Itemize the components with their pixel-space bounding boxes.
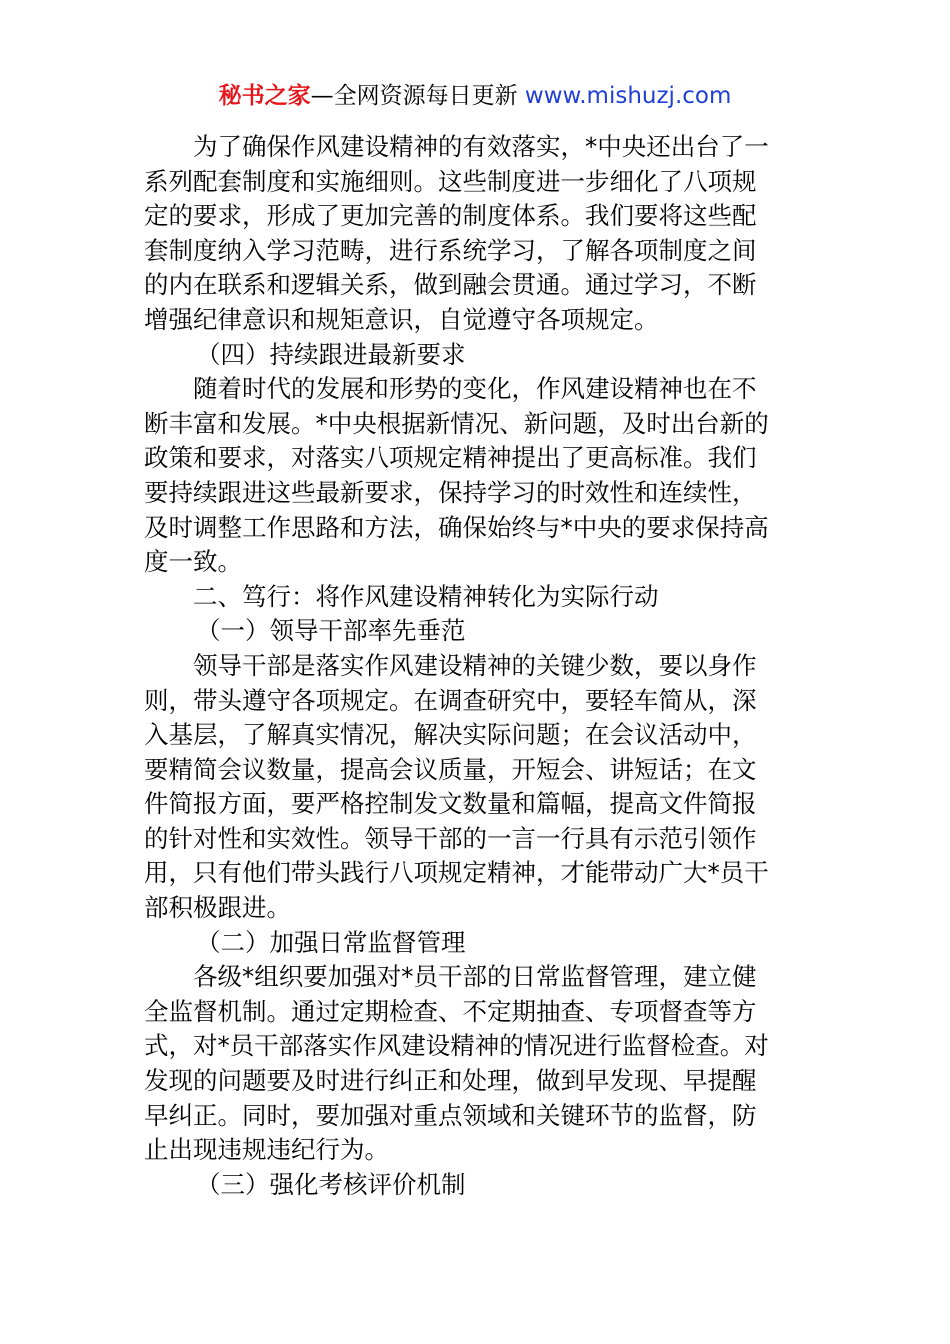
- paragraph-line: 全监督机制。通过定期检查、不定期抽查、专项督查等方: [144, 996, 757, 1026]
- paragraph-line: 的内在联系和逻辑关系，做到融会贯通。通过学习，不断: [144, 270, 757, 300]
- paragraph-line: 式，对*员干部落实作风建设精神的情况进行监督检查。对: [144, 1031, 769, 1061]
- section-subheading: （四）持续跟进最新要求: [196, 339, 466, 369]
- paragraph-line: 及时调整工作思路和方法，确保始终与*中央的要求保持高: [144, 512, 769, 542]
- section-subheading: （三）强化考核评价机制: [196, 1169, 466, 1199]
- header-brand: 秘书之家: [218, 83, 311, 109]
- paragraph-line: 系列配套制度和实施细则。这些制度进一步细化了八项规: [144, 166, 757, 196]
- paragraph-line: 为了确保作风建设精神的有效落实，*中央还出台了一: [193, 132, 769, 161]
- paragraph-line: 则，带头遵守各项规定。在调查研究中，要轻车简从，深: [144, 685, 757, 715]
- paragraph-line: 随着时代的发展和形势的变化，作风建设精神也在不: [193, 374, 757, 404]
- paragraph-line: 套制度纳入学习范畴，进行系统学习，了解各项制度之间: [144, 235, 757, 265]
- paragraph-line: 定的要求，形成了更加完善的制度体系。我们要将这些配: [144, 201, 757, 231]
- header-site-link[interactable]: www.mishuzj.com: [524, 83, 732, 109]
- header-tagline: —全网资源每日更新: [310, 83, 518, 109]
- paragraph-line: 增强纪律意识和规矩意识，自觉遵守各项规定。: [144, 304, 659, 334]
- section-subheading: （一）领导干部率先垂范: [196, 616, 466, 646]
- paragraph-line: 断丰富和发展。*中央根据新情况、新问题，及时出台新的: [144, 408, 769, 438]
- paragraph-line: 早纠正。同时，要加强对重点领域和关键环节的监督，防: [144, 1100, 757, 1130]
- paragraph-line: 件简报方面，要严格控制发文数量和篇幅，提高文件简报: [144, 789, 757, 819]
- paragraph-line: 度一致。: [144, 547, 242, 577]
- paragraph-line: 领导干部是落实作风建设精神的关键少数，要以身作: [193, 650, 757, 680]
- paragraph-line: 部积极跟进。: [144, 893, 291, 923]
- paragraph-line: 的针对性和实效性。领导干部的一言一行具有示范引领作: [144, 823, 757, 853]
- section-heading: 二、笃行：将作风建设精神转化为实际行动: [193, 581, 659, 611]
- paragraph-line: 要精简会议数量，提高会议质量，开短会、讲短话；在文: [144, 754, 757, 784]
- paragraph-line: 用，只有他们带头践行八项规定精神，才能带动广大*员干: [144, 858, 769, 888]
- paragraph-line: 发现的问题要及时进行纠正和处理，做到早发现、早提醒: [144, 1066, 757, 1096]
- paragraph-line: 止出现违规违纪行为。: [144, 1135, 389, 1165]
- paragraph-line: 政策和要求，对落实八项规定精神提出了更高标准。我们: [144, 443, 757, 473]
- paragraph-line: 入基层，了解真实情况，解决实际问题；在会议活动中，: [144, 720, 757, 750]
- document-body: [144, 130, 816, 1202]
- paragraph-line: 要持续跟进这些最新要求，保持学习的时效性和连续性，: [144, 477, 757, 507]
- paragraph-line: 各级*组织要加强对*员干部的日常监督管理，建立健: [193, 962, 757, 992]
- section-subheading: （二）加强日常监督管理: [196, 927, 466, 957]
- page-header: [0, 82, 950, 110]
